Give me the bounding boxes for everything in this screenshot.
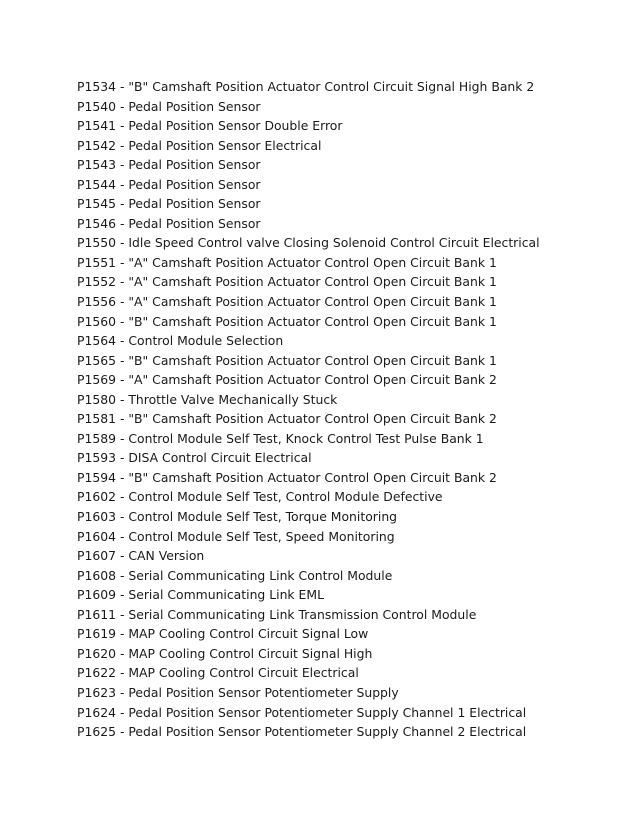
code-line: P1622 - MAP Cooling Control Circuit Electrical [77, 665, 359, 681]
code-line: P1609 - Serial Communicating Link EML [77, 587, 324, 603]
code-line: P1607 - CAN Version [77, 548, 205, 564]
trouble-code-list [77, 77, 540, 742]
code-line: P1550 - Idle Speed Control valve Closing Solenoid Control Circuit Electrical [77, 235, 540, 251]
code-line: P1540 - Pedal Position Sensor [77, 98, 261, 114]
code-line: P1623 - Pedal Position Sensor Potentiometer Supply [77, 684, 399, 700]
code-line: P1560 - "B" Camshaft Position Actuator Control Open Circuit Bank 1 [77, 313, 497, 329]
code-line: P1608 - Serial Communicating Link Control Module [77, 567, 393, 583]
code-line: P1581 - "B" Camshaft Position Actuator Control Open Circuit Bank 2 [77, 411, 497, 427]
code-line: P1556 - "A" Camshaft Position Actuator Control Open Circuit Bank 1 [77, 294, 497, 310]
code-line: P1534 - "B" Camshaft Position Actuator Control Circuit Signal High Bank 2 [77, 79, 535, 94]
code-line: P1544 - Pedal Position Sensor [77, 176, 261, 192]
code-line: P1545 - Pedal Position Sensor [77, 196, 261, 212]
code-line: P1546 - Pedal Position Sensor [77, 215, 261, 231]
code-line: P1619 - MAP Cooling Control Circuit Signal Low [77, 626, 369, 642]
code-line: P1569 - "A" Camshaft Position Actuator Control Open Circuit Bank 2 [77, 372, 497, 388]
code-line: P1589 - Control Module Self Test, Knock Control Test Pulse Bank 1 [77, 430, 484, 446]
code-line: P1551 - "A" Camshaft Position Actuator Control Open Circuit Bank 1 [77, 254, 497, 270]
code-line: P1603 - Control Module Self Test, Torque Monitoring [77, 509, 398, 525]
code-line: P1625 - Pedal Position Sensor Potentiometer Supply Channel 2 Electrical [77, 724, 527, 740]
code-line: P1620 - MAP Cooling Control Circuit Signal High [77, 645, 373, 661]
code-line: P1565 - "B" Camshaft Position Actuator Control Open Circuit Bank 1 [77, 352, 497, 368]
code-line: P1602 - Control Module Self Test, Control Module Defective [77, 489, 443, 505]
code-line: P1541 - Pedal Position Sensor Double Error [77, 118, 343, 134]
code-line: P1543 - Pedal Position Sensor [77, 157, 261, 173]
code-line: P1624 - Pedal Position Sensor Potentiometer Supply Channel 1 Electrical [77, 704, 527, 720]
code-line: P1611 - Serial Communicating Link Transmission Control Module [77, 606, 477, 622]
code-line: P1580 - Throttle Valve Mechanically Stuck [77, 391, 338, 407]
code-line: P1564 - Control Module Selection [77, 333, 284, 349]
code-line: P1593 - DISA Control Circuit Electrical [77, 450, 312, 466]
code-line: P1604 - Control Module Self Test, Speed Monitoring [77, 528, 395, 544]
code-line: P1542 - Pedal Position Sensor Electrical [77, 137, 322, 153]
code-line: P1552 - "A" Camshaft Position Actuator Control Open Circuit Bank 1 [77, 274, 497, 290]
code-line: P1594 - "B" Camshaft Position Actuator Control Open Circuit Bank 2 [77, 469, 497, 485]
